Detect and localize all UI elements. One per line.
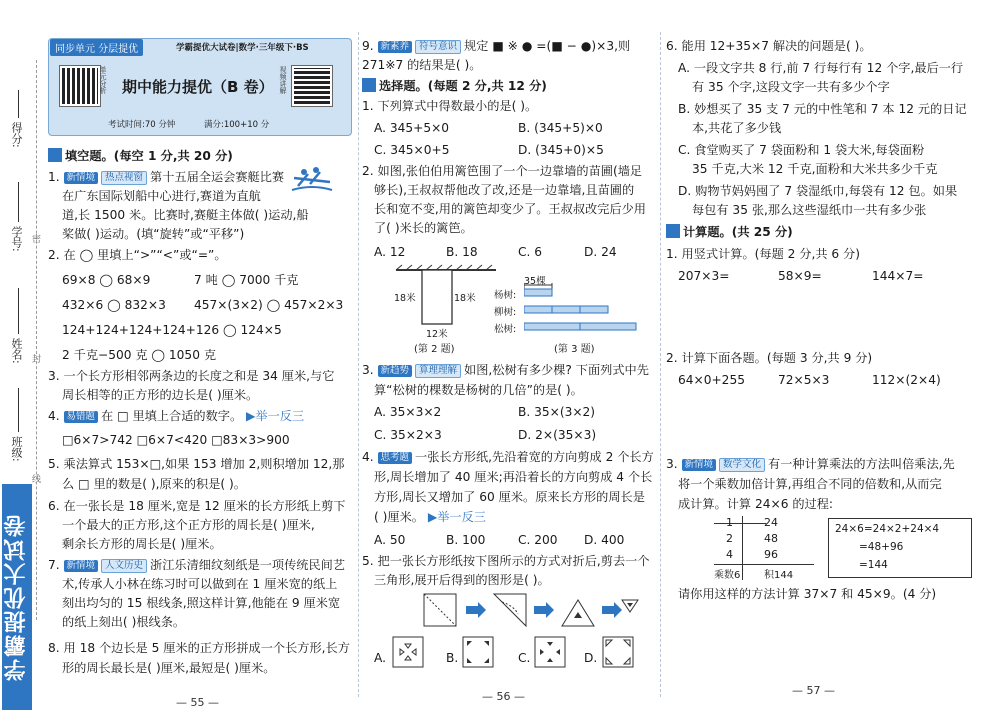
q6-line1: 6. 在一张长是 18 厘米,宽是 12 厘米的长方形纸上剪下 — [48, 499, 346, 513]
c5-opt-c-label: C. — [518, 651, 531, 665]
section-choice: 选择题。(每题 2 分,共 12 分) — [362, 78, 547, 95]
table-r3-b: 96 — [764, 548, 778, 561]
c4-opt-d: D. 400 — [584, 533, 625, 547]
seal-char-3: 线 — [32, 475, 42, 485]
series-right: 学霸提优大试卷|数学·三年级下·BS — [176, 43, 309, 53]
page-55 — [44, 0, 356, 719]
table-r4-b: 积144 — [764, 570, 794, 581]
c5-opt-a-shape — [392, 636, 424, 668]
c5-opt-c-shape — [534, 636, 566, 668]
c4-opt-a: A. 50 — [374, 533, 406, 547]
section-fill-blank: 填空题。(每空 1 分,共 20 分) — [48, 148, 233, 165]
c4-link[interactable]: ▶举一反三 — [427, 510, 486, 524]
table-r1-b: 24 — [764, 516, 778, 529]
qr-code-left — [60, 66, 100, 106]
figure-3-bars — [524, 282, 644, 342]
brand-vertical: 学霸提优大试卷 — [2, 484, 32, 710]
id-label: 学号: — [10, 226, 23, 252]
fig2-right-label: 18米 — [454, 293, 476, 304]
k2-b: 72×5×3 — [778, 373, 830, 387]
table-r4-a: 乘数6 — [714, 570, 741, 581]
q6-line3: 剩余长方形的周长是( )厘米。 — [62, 537, 222, 551]
class-label: 班级: — [10, 436, 23, 462]
k2-c: 112×(2×4) — [872, 373, 941, 387]
c5-opt-d-label: D. — [584, 651, 598, 665]
fig3-top-label: 35棵 — [524, 276, 546, 287]
seal-char-1: 密 — [32, 235, 42, 245]
seal-char-2: 封 — [32, 355, 42, 365]
section-marker-icon — [362, 78, 376, 92]
q9: 9. 新素养 符号意识 规定 ■ ※ ● =(■ − ●)×3,则 — [362, 39, 631, 53]
c2-opt-c: C. 6 — [518, 245, 543, 259]
q4: 4. 易错题 在 □ 里填上合适的数字。 ▶举一反三 — [48, 409, 305, 423]
c2-opt-d: D. 24 — [584, 245, 617, 259]
c6-a-line2: 有 35 个字,这段文字一共有多少个字 — [692, 80, 890, 94]
q2: 2. 在 ◯ 里填上“>”“<”或“=”。 — [48, 248, 227, 262]
section-marker-icon — [666, 224, 680, 238]
exam-score: 满分:100+10 分 — [204, 120, 270, 130]
c5-opt-d-shape — [602, 636, 634, 668]
q3-line1: 3. 一个长方形相邻两条边的长度之和是 34 厘米,与它 — [48, 369, 335, 383]
c4-opt-c: C. 200 — [518, 533, 558, 547]
c6-c-line1: C. 食堂购买了 7 袋面粉和 1 袋大米,每袋面粉 — [678, 143, 925, 157]
c1: 1. 下列算式中得数最小的是( )。 — [362, 99, 538, 113]
k1-a: 207×3= — [678, 269, 730, 283]
c1-opt-b: B. (345+5)×0 — [518, 121, 603, 135]
k2-a: 64×0+255 — [678, 373, 745, 387]
fig3-row2-label: 柳树: — [494, 307, 517, 318]
name-label: 姓名: — [10, 338, 23, 364]
binding-strip — [0, 0, 40, 719]
c6-a-line1: A. 一段文字共 8 行,前 7 行每行有 12 个字,最后一行 — [678, 61, 964, 75]
page-number-56: — 56 — — [482, 690, 525, 703]
q2-r3: 124+124+124+124+126 ◯ 124×5 — [62, 323, 282, 337]
q5-line2: 么 □ 里的数是( ),原来的积是( )。 — [62, 477, 246, 491]
table-r2-a: 2 — [726, 532, 733, 545]
c4-opt-b: B. 100 — [446, 533, 486, 547]
c4-line4: ( )厘米。 ▶举一反三 — [374, 510, 486, 524]
c6-d-line1: D. 购物节妈妈囤了 7 袋湿纸巾,每袋有 12 包。如果 — [678, 184, 958, 198]
c4-line3: 方形,周长又增加了 60 厘米。原来长方形的周长是 — [374, 490, 645, 504]
table-r1-a: 1 — [726, 516, 733, 529]
folding-diagram — [422, 592, 642, 628]
c3-opt-d: D. 2×(35×3) — [518, 428, 597, 442]
k1: 1. 用竖式计算。(每题 2 分,共 6 分) — [666, 247, 860, 261]
q7: 7. 新情境 人文历史 浙江乐清细纹刻纸是一项传统民间艺 — [48, 558, 346, 572]
q7-line3: 刻出均匀的 15 根线条,照这样计算,他能在 9 厘米宽 — [62, 596, 341, 610]
exam-time: 考试时间:70 分钟 — [108, 120, 176, 130]
q2-r1b: 7 吨 ◯ 7000 千克 — [194, 273, 299, 287]
c1-opt-c: C. 345×0+5 — [374, 143, 450, 157]
qr-left-label: 单元分析 — [99, 66, 107, 94]
series-label: 同步单元 分层提优 — [50, 39, 143, 56]
c5-line2: 三角形,展开后得到的图形是( )。 — [374, 573, 550, 587]
c2-opt-b: B. 18 — [446, 245, 478, 259]
q4-row: □6×7>742 □6×7<420 □83×3>900 — [62, 433, 290, 447]
c5-opt-a-label: A. — [374, 651, 386, 665]
page-57 — [666, 0, 996, 719]
k3-line4: 请你用这样的方法计算 37×7 和 45×9。(4 分) — [678, 587, 937, 601]
c5-line1: 5. 把一张长方形纸按下图所示的方式对折后,剪去一个 — [362, 554, 650, 568]
k3-line3: 成计算。计算 24×6 的过程: — [678, 497, 834, 511]
q4-link[interactable]: ▶举一反三 — [246, 409, 305, 423]
c3-line2: 算“松树的棵数是杨树的几倍”的是( )。 — [374, 383, 583, 397]
c3-opt-c: C. 35×2×3 — [374, 428, 442, 442]
k3-line2: 将一个乘数加倍计算,再组合不同的倍数和,从而完 — [678, 477, 942, 491]
section-calc: 计算题。(共 25 分) — [666, 224, 793, 241]
section-marker-icon — [48, 148, 62, 162]
q8-line2: 形的周长最长是( )厘米,最短是( )厘米。 — [62, 661, 276, 675]
c3-opt-b: B. 35×(3×2) — [518, 405, 596, 419]
c5-opt-b-label: B. — [446, 651, 459, 665]
q2-r2b: 457×(3×2) ◯ 457×2×3 — [194, 298, 344, 312]
q8-line1: 8. 用 18 个边长是 5 厘米的正方形拼成一个长方形,长方 — [48, 641, 350, 655]
q2-r4: 2 千克−500 克 ◯ 1050 克 — [62, 348, 217, 362]
q5-line1: 5. 乘法算式 153×□,如果 153 增加 2,则积增加 12,那 — [48, 457, 345, 471]
c6-d-line2: 每包有 35 张,那么这些湿纸巾一共有多少张 — [692, 203, 927, 217]
rowing-icon — [290, 164, 334, 196]
q2-r2a: 432×6 ◯ 832×3 — [62, 298, 166, 312]
score-label: 得分: — [10, 122, 23, 148]
c2-opt-a: A. 12 — [374, 245, 406, 259]
c6-b-line2: 本,共花了多少钱 — [692, 121, 782, 135]
c6: 6. 能用 12+35×7 解决的问题是( )。 — [666, 39, 872, 53]
page-number-55: — 55 — — [176, 696, 219, 709]
c3: 3. 新趋势 算理理解 如图,松树有多少棵? 下面列式中先 — [362, 363, 649, 377]
page-56 — [362, 0, 658, 719]
c4-line2: 形,周长增加了 40 厘米;再沿着长的方向剪成 4 个长 — [374, 470, 653, 484]
c5-opt-b-shape — [462, 636, 494, 668]
q1: 1. 新情境 热点视窗 第十五届全运会赛艇比赛 — [48, 170, 285, 184]
qr-right-label: 视频讲解 — [279, 66, 287, 94]
q1-line4: 桨做( )运动。(填“旋转”或“平移”) — [62, 227, 245, 241]
q7-line2: 术,传承人小林在练习时可以做到在 1 厘米宽的纸上 — [62, 577, 338, 591]
q2-r1a: 69×8 ◯ 68×9 — [62, 273, 151, 287]
fig3-row1-label: 杨树: — [494, 290, 517, 301]
c2-line2: 够长),王叔叔帮他改了改,还是一边靠墙,且苗圃的 — [374, 183, 635, 197]
fig3-caption: (第 3 题) — [554, 344, 595, 355]
c2-line4: 了( )米长的篱笆。 — [374, 221, 473, 235]
q7-line4: 的纸上刻出( )根线条。 — [62, 615, 186, 629]
box-line1: 24×6=24×2+24×4 — [835, 523, 940, 535]
doubling-box — [828, 518, 972, 578]
k2: 2. 计算下面各题。(每题 3 分,共 9 分) — [666, 351, 873, 365]
page-number-57: — 57 — — [792, 684, 835, 697]
c6-b-line1: B. 妙想买了 35 支 7 元的中性笔和 7 本 12 元的日记 — [678, 102, 967, 116]
c3-opt-a: A. 35×3×2 — [374, 405, 442, 419]
q9-line2: 271※7 的结果是( )。 — [362, 58, 482, 72]
k3: 3. 新情境 数学文化 有一种计算乘法的方法叫倍乘法,先 — [666, 457, 955, 471]
q1-line2: 在广东国际划船中心进行,赛道为直航 — [62, 189, 261, 203]
fig3-row3-label: 松树: — [494, 324, 517, 335]
box-line2: =48+96 — [859, 541, 904, 553]
box-line3: =144 — [859, 559, 888, 571]
table-r2-b: 48 — [764, 532, 778, 545]
k1-c: 144×7= — [872, 269, 924, 283]
c2-line3: 长和宽不变,用的篱笆却变少了。王叔叔改完后少用 — [374, 202, 646, 216]
c6-c-line2: 35 千克,大米 12 千克,面粉和大米共多少千克 — [692, 162, 938, 176]
q3-line2: 周长相等的正方形的边长是( )厘米。 — [62, 388, 259, 402]
doubling-table — [714, 516, 814, 580]
q6-line2: 一个最大的正方形,这个正方形的周长是( )厘米, — [62, 518, 315, 532]
c1-opt-a: A. 345+5×0 — [374, 121, 450, 135]
fig2-bottom-label: 12米 — [426, 329, 448, 340]
fig2-caption: (第 2 题) — [414, 344, 455, 355]
c1-opt-d: D. (345+0)×5 — [518, 143, 604, 157]
c4: 4. 思考题 一张长方形纸,先沿着宽的方向剪成 2 个长方 — [362, 450, 654, 464]
exam-title: 期中能力提优（B 卷） — [122, 78, 274, 96]
c2-line1: 2. 如图,张伯伯用篱笆围了一个一边靠墙的苗圃(墙足 — [362, 164, 643, 178]
qr-code-right — [292, 66, 332, 106]
table-r3-a: 4 — [726, 548, 733, 561]
q1-line3: 道,长 1500 米。比赛时,赛艇主体做( )运动,船 — [62, 208, 309, 222]
fig2-left-label: 18米 — [394, 293, 416, 304]
k1-b: 58×9= — [778, 269, 822, 283]
